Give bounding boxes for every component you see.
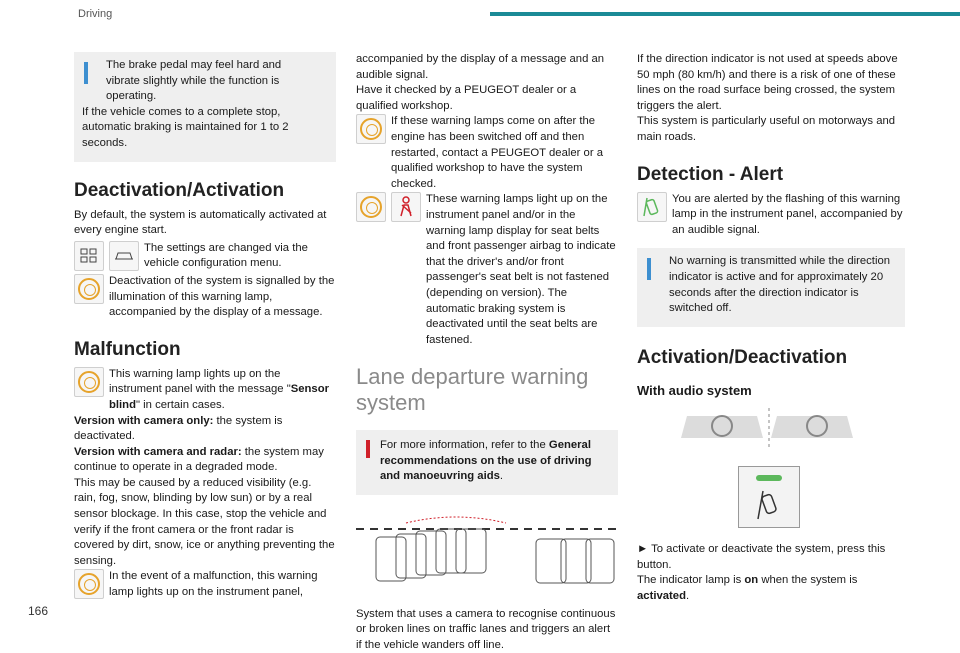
deact-lamp-row xyxy=(74,274,336,321)
indicator-lamp xyxy=(756,475,782,481)
header-accent-bar xyxy=(490,12,960,16)
column-1 xyxy=(74,52,336,601)
deactivation-heading: Deactivation/Activation xyxy=(74,179,285,201)
malf-version-1: Version with camera only: the system is deactivated. xyxy=(74,414,283,443)
vehicle-icon xyxy=(109,241,139,271)
column-3 xyxy=(637,52,905,604)
deact-paragraph-3: Deactivation of the system is signalled by the illumination of this warning lamp, accompanied by the display of a message. xyxy=(109,274,335,319)
malfunction-lamp-row xyxy=(74,367,336,414)
exclamation-icon xyxy=(366,440,370,458)
malf-paragraph-3: In the event of a malfunction, this warning lamp lights up on the instrument panel, xyxy=(109,570,318,599)
c2-paragraph-3: If these warning lamps come on after the engine has been switched off and then restarted, contact a PEUGEOT dealer or a qualified workshop to have the system checked. xyxy=(391,115,604,190)
info-icon xyxy=(84,62,88,84)
malfunction-lamp-icon-2 xyxy=(74,569,104,599)
section-header: Driving xyxy=(78,8,113,20)
lane-departure-heading: Lane departure warning system xyxy=(356,364,589,416)
aeb-warning-lamp-icon xyxy=(74,274,104,304)
c3-paragraph-4: The indicator lamp is on when the system is activated. xyxy=(637,574,858,602)
c2-paragraph-2: Have it checked by a PEUGEOT dealer or a qualified workshop. xyxy=(356,84,577,112)
c2-paragraph-5: System that uses a camera to recognise continuous or broken lines on traffic lanes and triggers an alert if the vehicle wanders off line. xyxy=(356,607,616,651)
settings-menu-icon xyxy=(74,241,104,271)
detection-lamp-row xyxy=(637,192,905,239)
lane-departure-button-icon xyxy=(755,489,783,521)
info-icon-2 xyxy=(647,258,651,280)
c2-lamp-row xyxy=(356,114,618,192)
column-2 xyxy=(356,52,618,653)
warning-note-text: For more information, refer to the General recommendations on the use of driving and manoeuvring aids. xyxy=(380,439,592,483)
malf-version-2: Version with camera and radar: the system may continue to operate in a degraded mode. xyxy=(74,445,324,474)
note-text-3: If the vehicle comes to a complete stop, automatic braking is maintained for 1 to 2 seconds. xyxy=(82,105,289,149)
detection-paragraph: You are alerted by the flashing of this warning lamp in the instrument panel, accompanied by an audible signal. xyxy=(672,192,903,236)
activation-heading: Activation/Deactivation xyxy=(637,346,848,368)
c3-paragraph-3: ► To activate or deactivate the system, press this button. xyxy=(637,542,886,571)
c2-paragraph-4: These warning lamps light up on the instrument panel and/or in the warning lamp display for seat belts and front passenger airbag to indicate that the driver's and/or front passenger's seat belt is not fastened (depending on version). The automatic braking system is deactivated until the seat belts are fastened. xyxy=(426,193,616,346)
malf-paragraph-2: This may be caused by a reduced visibility (e.g. rain, fog, snow, blinding by low sun) or by a real sensor blockage. In this case, stop the vehicle and verify if the front camera or the front radar is covered by dirt, snow, ice or anything preventing the sensing. xyxy=(74,476,335,567)
deact-paragraph-2: The settings are changed via the vehicle configuration menu. xyxy=(144,241,308,270)
malfunction-lamp-row-2 xyxy=(74,569,336,600)
detection-heading: Detection - Alert xyxy=(637,163,784,185)
c2-seatbelt-row xyxy=(356,192,618,348)
info-note-2 xyxy=(637,248,905,326)
aeb-lamp-icon-2 xyxy=(356,192,386,222)
aeb-lamp-icon xyxy=(356,114,386,144)
info-note xyxy=(74,52,336,162)
malfunction-lamp-icon xyxy=(74,367,104,397)
malfunction-heading: Malfunction xyxy=(74,338,181,360)
note-text-2: vibrate slightly while the function is operating. xyxy=(106,74,280,103)
dashboard-illustration xyxy=(637,408,899,452)
page-number: 166 xyxy=(28,604,49,618)
lane-departure-button[interactable] xyxy=(738,466,800,528)
settings-row xyxy=(74,241,336,272)
lane-departure-illustration xyxy=(356,509,618,589)
lane-departure-lamp-icon xyxy=(637,192,667,222)
deact-paragraph-1: By default, the system is automatically activated at every engine start. xyxy=(74,208,327,237)
warning-note xyxy=(356,430,618,495)
malf-paragraph-1: This warning lamp lights up on the instrument panel with the message "Sensor blind" in certain cases. xyxy=(109,367,330,411)
c3-paragraph-2: This system is particularly useful on motorways and main roads. xyxy=(637,115,896,143)
c3-paragraph-1: If the direction indicator is not used at speeds above 50 mph (80 km/h) and there is a risk of one of these lines on the road surface being crossed, the system triggers the alert. xyxy=(637,53,898,112)
note-text-1: The brake pedal may feel hard and xyxy=(106,59,282,71)
audio-system-heading: With audio system xyxy=(637,382,752,398)
info-note-2-text: No warning is transmitted while the direction indicator is active and for approximately 20 seconds after the direction indicator is switched off. xyxy=(669,255,891,315)
seatbelt-warning-icon xyxy=(391,192,421,222)
c2-paragraph-1: accompanied by the display of a message and an audible signal. xyxy=(356,53,605,81)
